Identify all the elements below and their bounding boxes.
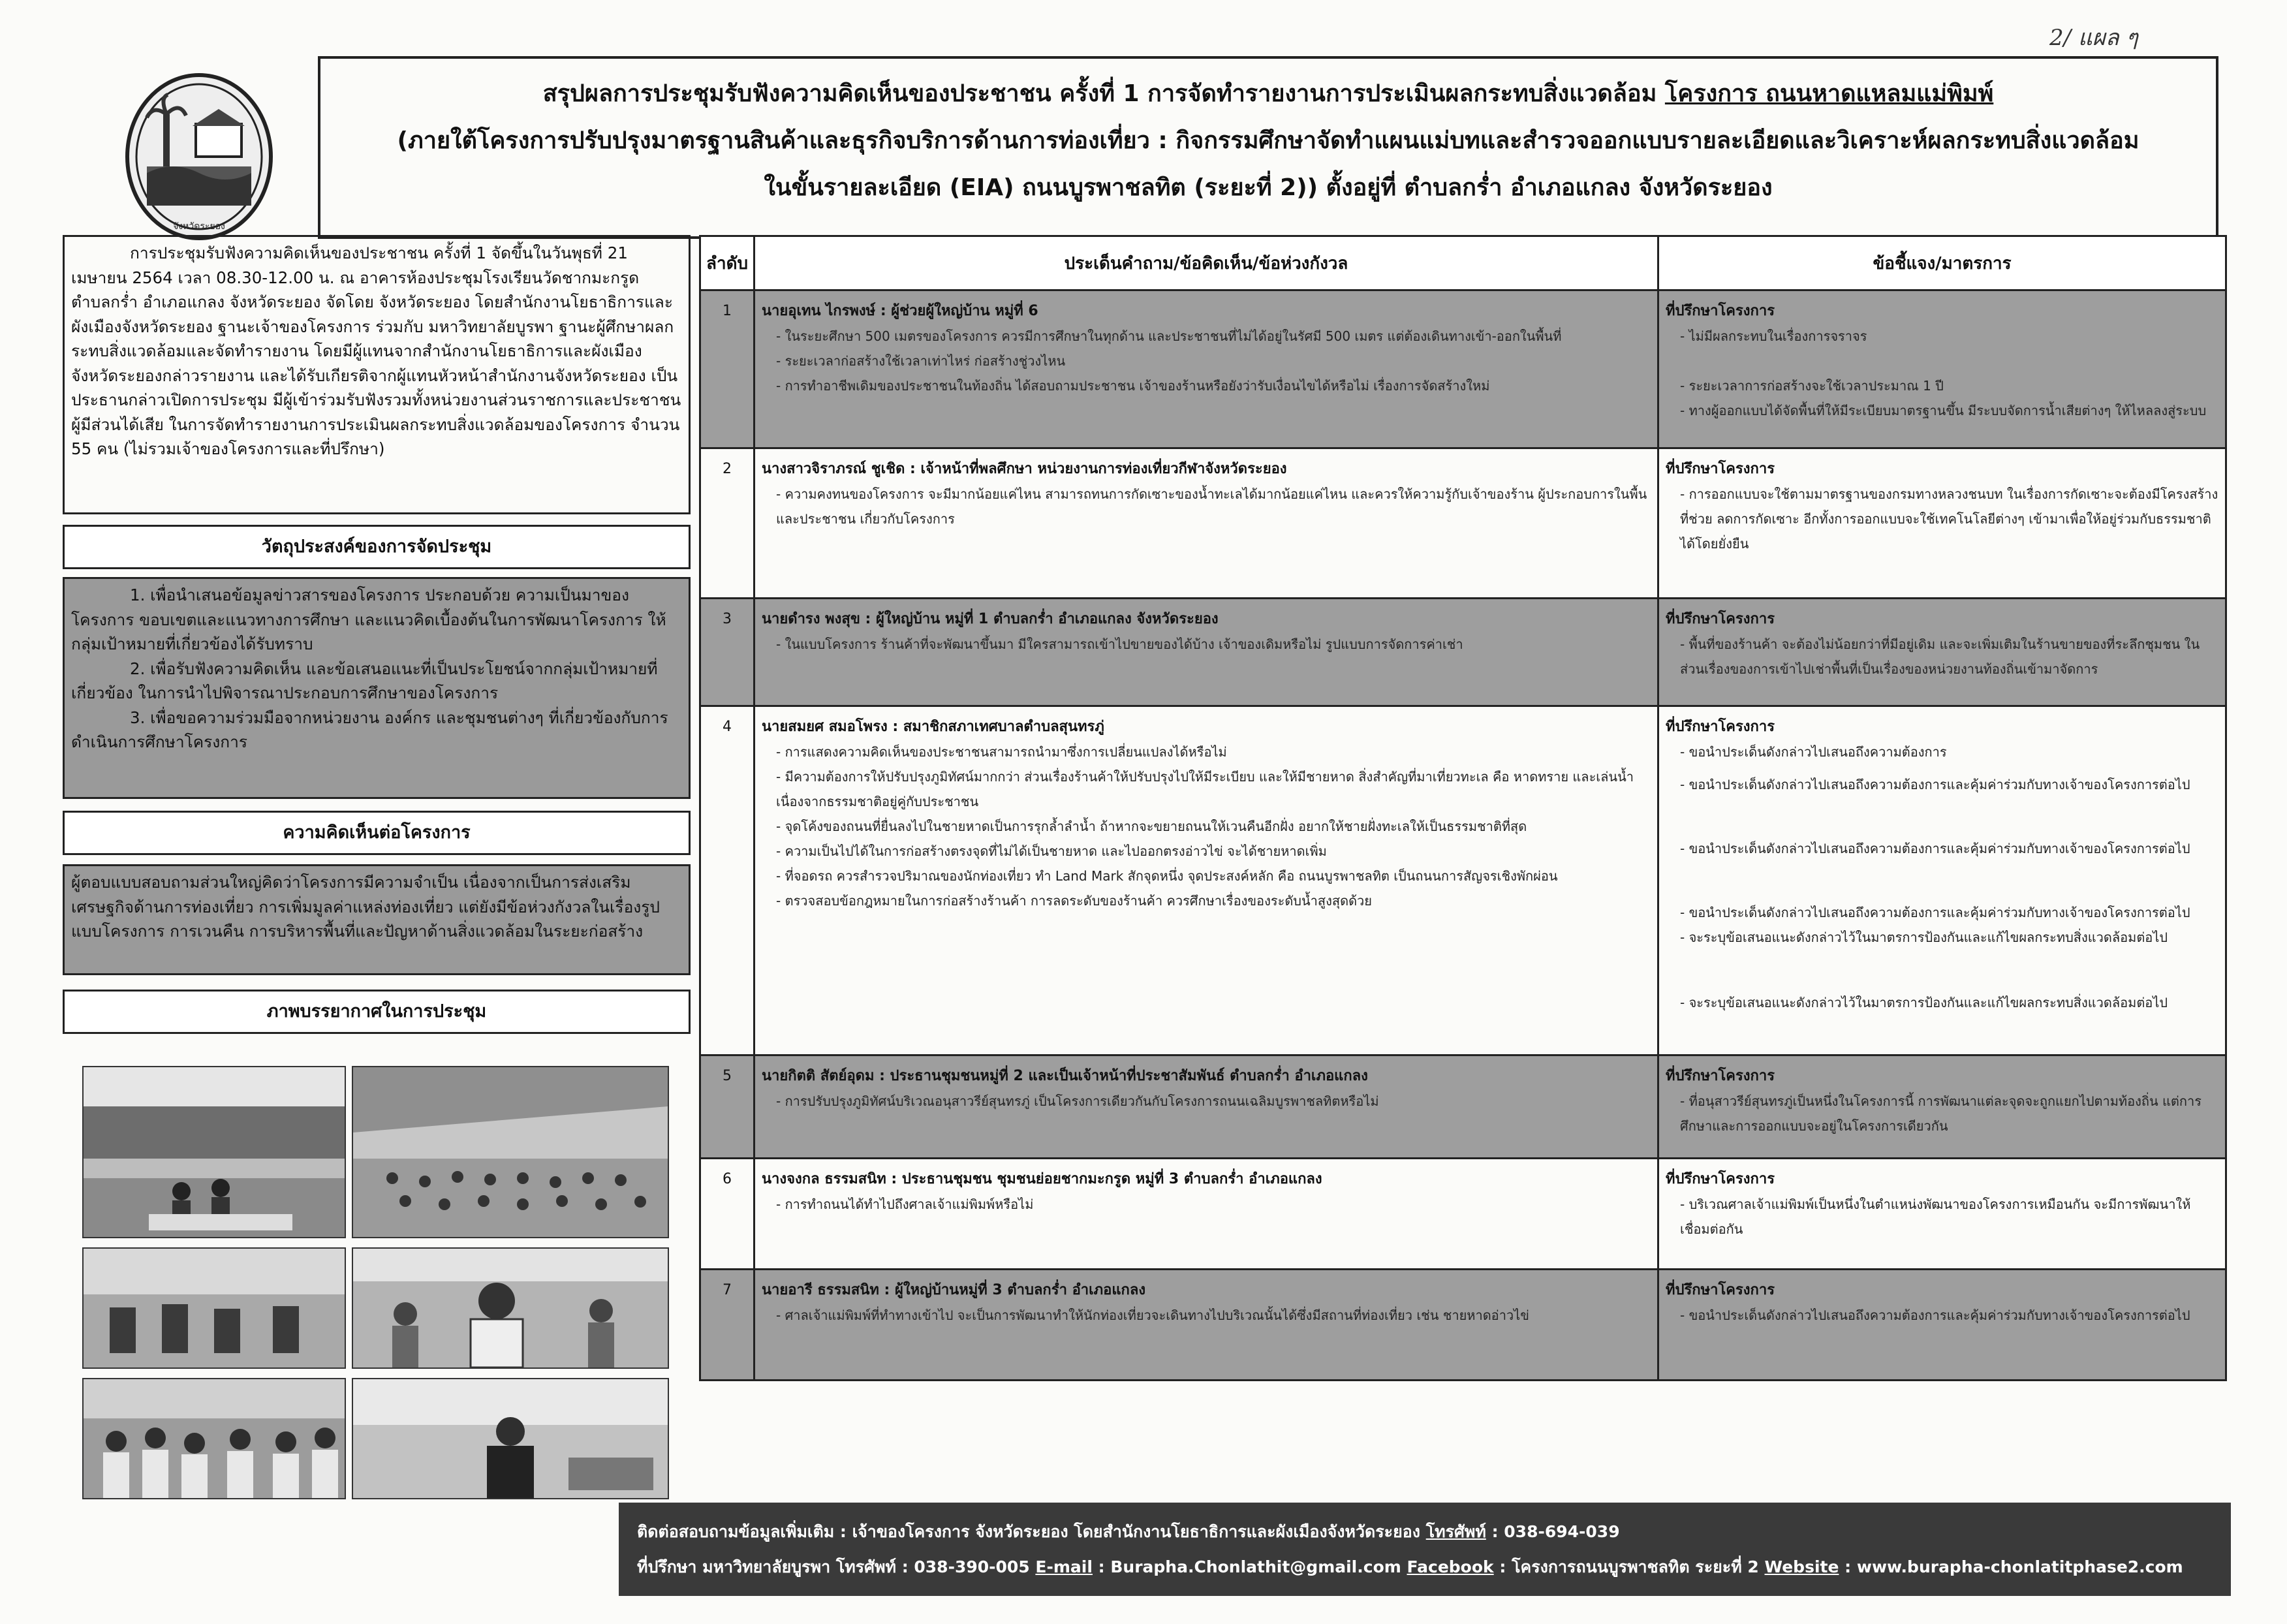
issue-cell bbox=[755, 599, 1658, 706]
meeting-photo bbox=[82, 1247, 346, 1369]
row-number: 5 bbox=[700, 1055, 755, 1159]
responder: ที่ปรึกษาโครงการ bbox=[1666, 719, 1775, 735]
photos-heading: ภาพบรรยากาศในการประชุม bbox=[63, 990, 691, 1034]
issue-point: - ในระยะศึกษา 500 เมตรของโครงการ ควรมีการศึกษาในทุกด้าน และประชาชนที่ไม่ได้อยู่ในรัศมี 500 เมตร แต่ต้องเดินทางเข้า-ออกในพื้นที่ bbox=[776, 328, 1562, 344]
response-point: - ทางผู้ออกแบบได้จัดพื้นที่ให้มีระเบียบมาตรฐานขึ้น มีระบบจัดการน้ำเสียต่างๆ ให้ไหลลงสู่ระบบ bbox=[1680, 403, 2207, 418]
issue-cell bbox=[755, 448, 1658, 599]
issue-cell bbox=[755, 1159, 1658, 1270]
objective-item: 1. เพื่อนำเสนอข้อมูลข่าวสารของโครงการ ประกอบด้วย ความเป็นมาของโครงการ ขอบเขตและแนวทางการศึกษา และแนวคิดเบื้องต้นในการพัฒนาโครงการ ให้กลุ่มเป้าหมายที่เกี่ยวข้องได้รับทราบ bbox=[71, 586, 666, 653]
issue-point: - ศาลเจ้าแม่พิมพ์ที่ทำทางเข้าไป จะเป็นการพัฒนาทำให้นักท่องเที่ยวจะเดินทางไปบริเวณนั้นได้ซึ่งมีสถานที่ท่องเที่ยว เช่น ชายหาดอ่าวไข่ bbox=[776, 1307, 1529, 1323]
speaker-name: นายอารี ธรรมสนิท : ผู้ใหญ่บ้านหมู่ที่ 3 ตำบลกร่ำ อำเภอแกลง bbox=[762, 1282, 1146, 1298]
meeting-photo bbox=[82, 1066, 346, 1238]
col-header-no: ลำดับ bbox=[700, 236, 755, 290]
responder: ที่ปรึกษาโครงการ bbox=[1666, 1068, 1775, 1084]
opinions-panel: ผู้ตอบแบบสอบถามส่วนใหญ่คิดว่าโครงการมีความจำเป็น เนื่องจากเป็นการส่งเสริมเศรษฐกิจด้านการท่องเที่ยว การเพิ่มมูลค่าแหล่งท่องเที่ยว แต่ยังมีข้อห่วงกังวลในเรื่องรูปแบบโครงการ การเวนคืน การบริหารพื้นที่และปัญหาด้านสิ่งแวดล้อมในระยะก่อสร้าง bbox=[63, 864, 691, 975]
speaker-name: นางจงกล ธรรมสนิท : ประธานชุมชน ชุมชนย่อยชากมะกรูด หมู่ที่ 3 ตำบลกร่ำ อำเภอแกลง bbox=[762, 1171, 1322, 1187]
facebook-value: : โครงการถนนบูรพาชลทิต ระยะที่ 2 bbox=[1499, 1557, 1759, 1576]
issue-point: - การทำถนนได้ทำไปถึงศาลเจ้าแม่พิมพ์หรือไม่ bbox=[776, 1196, 1034, 1212]
issue-point: - ความคงทนของโครงการ จะมีมากน้อยแค่ไหน สามารถทนการกัดเซาะของน้ำทะเลได้มากน้อยแค่ไหน และควรให้ความรู้กับเจ้าของร้าน ผู้ประกอบการในพื้น และประชาชน เกี่ยวกับโครงการ bbox=[776, 486, 1647, 527]
issue-point: - ตรวจสอบข้อกฎหมายในการก่อสร้างร้านค้า การลดระดับของร้านค้า ควรศึกษาเรื่องของระดับน้ำสูงสุดด้วย bbox=[776, 893, 1373, 909]
response-point: - ขอนำประเด็นดังกล่าวไปเสนอถึงความต้องการและคุ้มค่าร่วมกับทางเจ้าของโครงการต่อไป bbox=[1680, 1307, 2190, 1323]
issue-point: - ในแบบโครงการ ร้านค้าที่จะพัฒนาขึ้นมา มีใครสามารถเข้าไปขายของได้บ้าง เจ้าของเดิมหรือไม่ รูปแบบการจัดการค่าเช่า bbox=[776, 636, 1463, 652]
response-cell bbox=[1658, 448, 2226, 599]
issue-point: - การปรับปรุงภูมิทัศน์บริเวณอนุสาวรีย์สุนทรภู่ เป็นโครงการเดียวกันกับโครงการถนนเฉลิมบูรพาชลทิตหรือไม่ bbox=[776, 1093, 1379, 1109]
table-row bbox=[700, 706, 2226, 1055]
response-cell bbox=[1658, 290, 2226, 448]
table-row bbox=[700, 448, 2226, 599]
footer-line-2: ที่ปรึกษา มหาวิทยาลัยบูรพา โทรศัพท์ : 038-390-005 E-mail : Burapha.Chonlathit@gmail.com Facebook : โครงการถนนบูรพาชลทิต ระยะที่ 2 Website : www.burapha-chonlatitphase2.com bbox=[637, 1557, 2183, 1576]
col-header-response: ข้อชี้แจง/มาตรการ bbox=[1658, 236, 2226, 290]
project-name: โครงการ ถนนหาดแหลมแม่พิมพ์ bbox=[1664, 80, 1994, 107]
meeting-photos bbox=[63, 1066, 691, 1497]
response-point: - บริเวณศาลเจ้าแม่พิมพ์เป็นหนึ่งในตำแหน่งพัฒนาของโครงการเหมือนกัน จะมีการพัฒนาให้เชื่อมต่อกัน bbox=[1680, 1196, 2191, 1237]
response-point: - ขอนำประเด็นดังกล่าวไปเสนอถึงความต้องการและคุ้มค่าร่วมกับทางเจ้าของโครงการต่อไป bbox=[1680, 905, 2190, 920]
table-row bbox=[700, 1055, 2226, 1159]
issue-cell bbox=[755, 706, 1658, 1055]
row-number: 6 bbox=[700, 1159, 755, 1270]
website-value: : www.burapha-chonlatitphase2.com bbox=[1844, 1557, 2183, 1576]
issue-point: - ความเป็นไปได้ในการก่อสร้างตรงจุดที่ไม่ได้เป็นชายหาด และไปออกตรงอ่าวไข่ จะได้ชายหาดเพิ่ม bbox=[776, 843, 1327, 859]
response-cell bbox=[1658, 1055, 2226, 1159]
meeting-photo bbox=[352, 1378, 669, 1499]
seal-caption: จังหวัดระยอง bbox=[173, 221, 225, 232]
responder: ที่ปรึกษาโครงการ bbox=[1666, 611, 1775, 627]
intro-panel: การประชุมรับฟังความคิดเห็นของประชาชน ครั้งที่ 1 จัดขึ้นในวันพุธที่ 21 เมษายน 2564 เวลา 08.30-12.00 น. ณ อาคารห้องประชุมโรงเรียนวัดชากมะกรูด ตำบลกร่ำ อำเภอแกลง จังหวัดระยอง จัดโดย จังหวัดระยอง โดยสำนักงานโยธาธิการและผังเมืองจังหวัดระยอง ฐานะเจ้าของโครงการ ร่วมกับ มหาวิทยาลัยบูรพา ฐานะผู้ศึกษาผลกระทบสิ่งแวดล้อมและจัดทำรายงาน โดยมีผู้แทนจากสำนักงานโยธาธิการและผังเมืองจังหวัดระยองกล่าวรายงาน และได้รับเกียรติจากผู้แทนหัวหน้าสำนักงานจังหวัดระยอง เป็นประธานกล่าวเปิดการประชุม มีผู้เข้าร่วมรับฟังรวมทั้งหน่วยงานส่วนราชการและประชาชนผู้มีส่วนได้เสีย ในการจัดทำรายงานการประเมินผลกระทบสิ่งแวดล้อมของโครงการ จำนวน 55 คน (ไม่รวมเจ้าของโครงการและที่ปรึกษา) bbox=[63, 235, 691, 514]
response-cell bbox=[1658, 1159, 2226, 1270]
speaker-name: นายกิตติ สัตย์อุดม : ประธานชุมชนหมู่ที่ 2 และเป็นเจ้าหน้าที่ประชาสัมพันธ์ ตำบลกร่ำ อำเภอแกลง bbox=[762, 1068, 1368, 1084]
response-point: - ไม่มีผลกระทบในเรื่องการจราจร bbox=[1680, 328, 1867, 344]
handwritten-note: 2/ แผล ๆ bbox=[2049, 25, 2138, 51]
response-point: - จะระบุข้อเสนอแนะดังกล่าวไว้ในมาตรการป้องกันและแก้ไขผลกระทบสิ่งแวดล้อมต่อไป bbox=[1680, 929, 2168, 945]
issue-cell bbox=[755, 290, 1658, 448]
issues-table bbox=[699, 235, 2227, 1381]
opinions-heading: ความคิดเห็นต่อโครงการ bbox=[63, 811, 691, 855]
email-label: E-mail bbox=[1035, 1557, 1093, 1576]
issue-cell bbox=[755, 1055, 1658, 1159]
title-line-2: (ภายใต้โครงการปรับปรุงมาตรฐานสินค้าและธุรกิจบริการด้านการท่องเที่ยว : กิจกรรมศึกษาจัดทำแผนแม่บทและสำรวจออกแบบรายละเอียดและวิเคราะห์ผลกระทบสิ่งแวดล้อม bbox=[397, 127, 2139, 154]
responder: ที่ปรึกษาโครงการ bbox=[1666, 461, 1775, 477]
objective-item: 2. เพื่อรับฟังความคิดเห็น และข้อเสนอแนะที่เป็นประโยชน์จากกลุ่มเป้าหมายที่เกี่ยวข้อง ในการนำไปพิจารณาประกอบการศึกษาของโครงการ bbox=[71, 659, 658, 702]
col-header-issue: ประเด็นคำถาม/ข้อคิดเห็น/ข้อห่วงกังวล bbox=[755, 236, 1658, 290]
objectives-panel bbox=[63, 577, 691, 799]
title-line-3: ในขั้นรายละเอียด (EIA) ถนนบูรพาชลทิต (ระยะที่ 2)) ตั้งอยู่ที่ ตำบลกร่ำ อำเภอแกลง จังหวัดระยอง bbox=[764, 174, 1773, 201]
issue-point: - จุดโค้งของถนนที่ยื่นลงไปในชายหาดเป็นการรุกล้ำลำน้ำ ถ้าหากจะขยายถนนให้เวนคืนอีกฝั่ง อยากให้ชายฝั่งทะเลให้เป็นธรรมชาติที่สุด bbox=[776, 819, 1527, 834]
table-row bbox=[700, 290, 2226, 448]
row-number: 7 bbox=[700, 1270, 755, 1381]
speaker-name: นายดำรง พงสุข : ผู้ใหญ่บ้าน หมู่ที่ 1 ตำบลกร่ำ อำเภอแกลง จังหวัดระยอง bbox=[762, 611, 1219, 627]
response-cell bbox=[1658, 599, 2226, 706]
response-cell bbox=[1658, 1270, 2226, 1381]
meeting-photo bbox=[82, 1378, 346, 1499]
email-value: : Burapha.Chonlathit@gmail.com bbox=[1098, 1557, 1401, 1576]
objectives-heading: วัตถุประสงค์ของการจัดประชุม bbox=[63, 525, 691, 569]
owner-phone: : 038-694-039 bbox=[1491, 1522, 1620, 1541]
title-line-1: สรุปผลการประชุมรับฟังความคิดเห็นของประชาชน ครั้งที่ 1 การจัดทำรายงานการประเมินผลกระทบสิ่งแวดล้อม โครงการ ถนนหาดแหลมแม่พิมพ์ bbox=[542, 80, 1994, 107]
table-row bbox=[700, 599, 2226, 706]
response-point: - ที่อนุสาวรีย์สุนทรภู่เป็นหนึ่งในโครงการนี้ การพัฒนาแต่ละจุดจะถูกแยกไปตามท้องถิ่น แต่การศึกษาและการออกแบบจะอยู่ในโครงการเดียวกัน bbox=[1680, 1093, 2201, 1134]
rayong-seal-logo bbox=[121, 69, 277, 245]
meeting-photo bbox=[352, 1247, 669, 1369]
issue-point: - ระยะเวลาก่อสร้างใช้เวลาเท่าไหร่ ก่อสร้างชู่วงไหน bbox=[776, 353, 1066, 369]
website-label: Website bbox=[1764, 1557, 1839, 1576]
issue-cell bbox=[755, 1270, 1658, 1381]
speaker-name: นายสมยศ สมอโพรง : สมาชิกสภาเทศบาลตำบลสุนทรภู่ bbox=[762, 719, 1104, 735]
phone-label: โทรศัพท์ bbox=[1425, 1522, 1486, 1541]
issue-point: - มีความต้องการให้ปรับปรุงภูมิทัศน์มากกว่า ส่วนเรื่องร้านค้าให้ปรับปรุงไปให้มีระเบียบ และให้มีชายหาด สิ่งสำคัญที่มาเที่ยวทะเล คือ หาดทราย และเล่นน้ำ เนื่องจากธรรมชาติอยู่คู่กับประชาชน bbox=[776, 769, 1634, 809]
responder: ที่ปรึกษาโครงการ bbox=[1666, 1171, 1775, 1187]
response-point: - พื้นที่ของร้านค้า จะต้องไม่น้อยกว่าที่มีอยู่เดิม และจะเพิ่มเติมในร้านขายของที่ระลึกชุมชน ในส่วนเรื่องของการเข้าไปเช่าพื้นที่เป็นเรื่องของหน่วยงานท้องถิ่นเข้ามาจัดการ bbox=[1680, 636, 2200, 677]
speaker-name: นางสาวจิราภรณ์ ชูเชิด : เจ้าหน้าที่พลศึกษา หน่วยงานการท่องเที่ยวกีฬาจังหวัดระยอง bbox=[762, 461, 1287, 477]
objective-item: 3. เพื่อขอความร่วมมือจากหน่วยงาน องค์กร และชุมชนต่างๆ ที่เกี่ยวข้องกับการดำเนินการศึกษาโครงการ bbox=[71, 708, 668, 751]
table-row bbox=[700, 1270, 2226, 1381]
speaker-name: นายอุเทน ไกรพงษ์ : ผู้ช่วยผู้ใหญ่บ้าน หมู่ที่ 6 bbox=[762, 303, 1038, 319]
response-point: - ขอนำประเด็นดังกล่าวไปเสนอถึงความต้องการและคุ้มค่าร่วมกับทางเจ้าของโครงการต่อไป bbox=[1680, 841, 2190, 856]
left-column bbox=[63, 235, 691, 1034]
response-point: - จะระบุข้อเสนอแนะดังกล่าวไว้ในมาตรการป้องกันและแก้ไขผลกระทบสิ่งแวดล้อมต่อไป bbox=[1680, 995, 2168, 1010]
row-number: 2 bbox=[700, 448, 755, 599]
footer-line-1: ติดต่อสอบถามข้อมูลเพิ่มเติม : เจ้าของโครงการ จังหวัดระยอง โดยสำนักงานโยธาธิการและผังเมืองจังหวัดระยอง โทรศัพท์ : 038-694-039 bbox=[637, 1522, 1620, 1541]
meeting-photo bbox=[352, 1066, 669, 1238]
responder: ที่ปรึกษาโครงการ bbox=[1666, 303, 1775, 319]
response-point: - ขอนำประเด็นดังกล่าวไปเสนอถึงความต้องการและคุ้มค่าร่วมกับทางเจ้าของโครงการต่อไป bbox=[1680, 777, 2190, 792]
response-cell bbox=[1658, 706, 2226, 1055]
row-number: 4 bbox=[700, 706, 755, 1055]
row-number: 3 bbox=[700, 599, 755, 706]
issue-point: - ที่จอดรถ ควรสำรวจปริมาณของนักท่องเที่ยว ทำ Land Mark สักจุดหนึ่ง จุดประสงค์หลัก คือ ถนนบูรพาชลทิต เป็นถนนการสัญจรเชิงพักผ่อน bbox=[776, 868, 1558, 884]
issue-point: - การแสดงความคิดเห็นของประชาชนสามารถนำมาซึ่งการเปลี่ยนแปลงได้หรือไม่ bbox=[776, 744, 1227, 760]
responder: ที่ปรึกษาโครงการ bbox=[1666, 1282, 1775, 1298]
title-box bbox=[318, 56, 2218, 239]
contact-footer bbox=[619, 1503, 2231, 1596]
response-point: - ระยะเวลาการก่อสร้างจะใช้เวลาประมาณ 1 ปี bbox=[1680, 378, 1944, 394]
row-number: 1 bbox=[700, 290, 755, 448]
response-point: - ขอนำประเด็นดังกล่าวไปเสนอถึงความต้องการ bbox=[1680, 744, 1947, 760]
table-row bbox=[700, 1159, 2226, 1270]
response-point: - การออกแบบจะใช้ตามมาตรฐานของกรมทางหลวงชนบท ในเรื่องการกัดเซาะจะต้องมีโครงสร้างที่ช่วย ลดการกัดเซาะ อีกทั้งการออกแบบจะใช้เทคโนโลยีต่างๆ เข้ามาเพื่อให้อยู่ร่วมกับธรรมชาติได้โดยยั่งยืน bbox=[1680, 486, 2218, 552]
issue-point: - การทำอาชีพเดิมของประชาชนในท้องถิ่น ได้สอบถามประชาชน เจ้าของร้านหรือยังว่ารับเงื่อนไขได้หรือไม่ เรื่องการจัดสร้างใหม่ bbox=[776, 378, 1490, 394]
facebook-label: Facebook bbox=[1407, 1557, 1494, 1576]
table-header-row bbox=[700, 236, 2226, 290]
